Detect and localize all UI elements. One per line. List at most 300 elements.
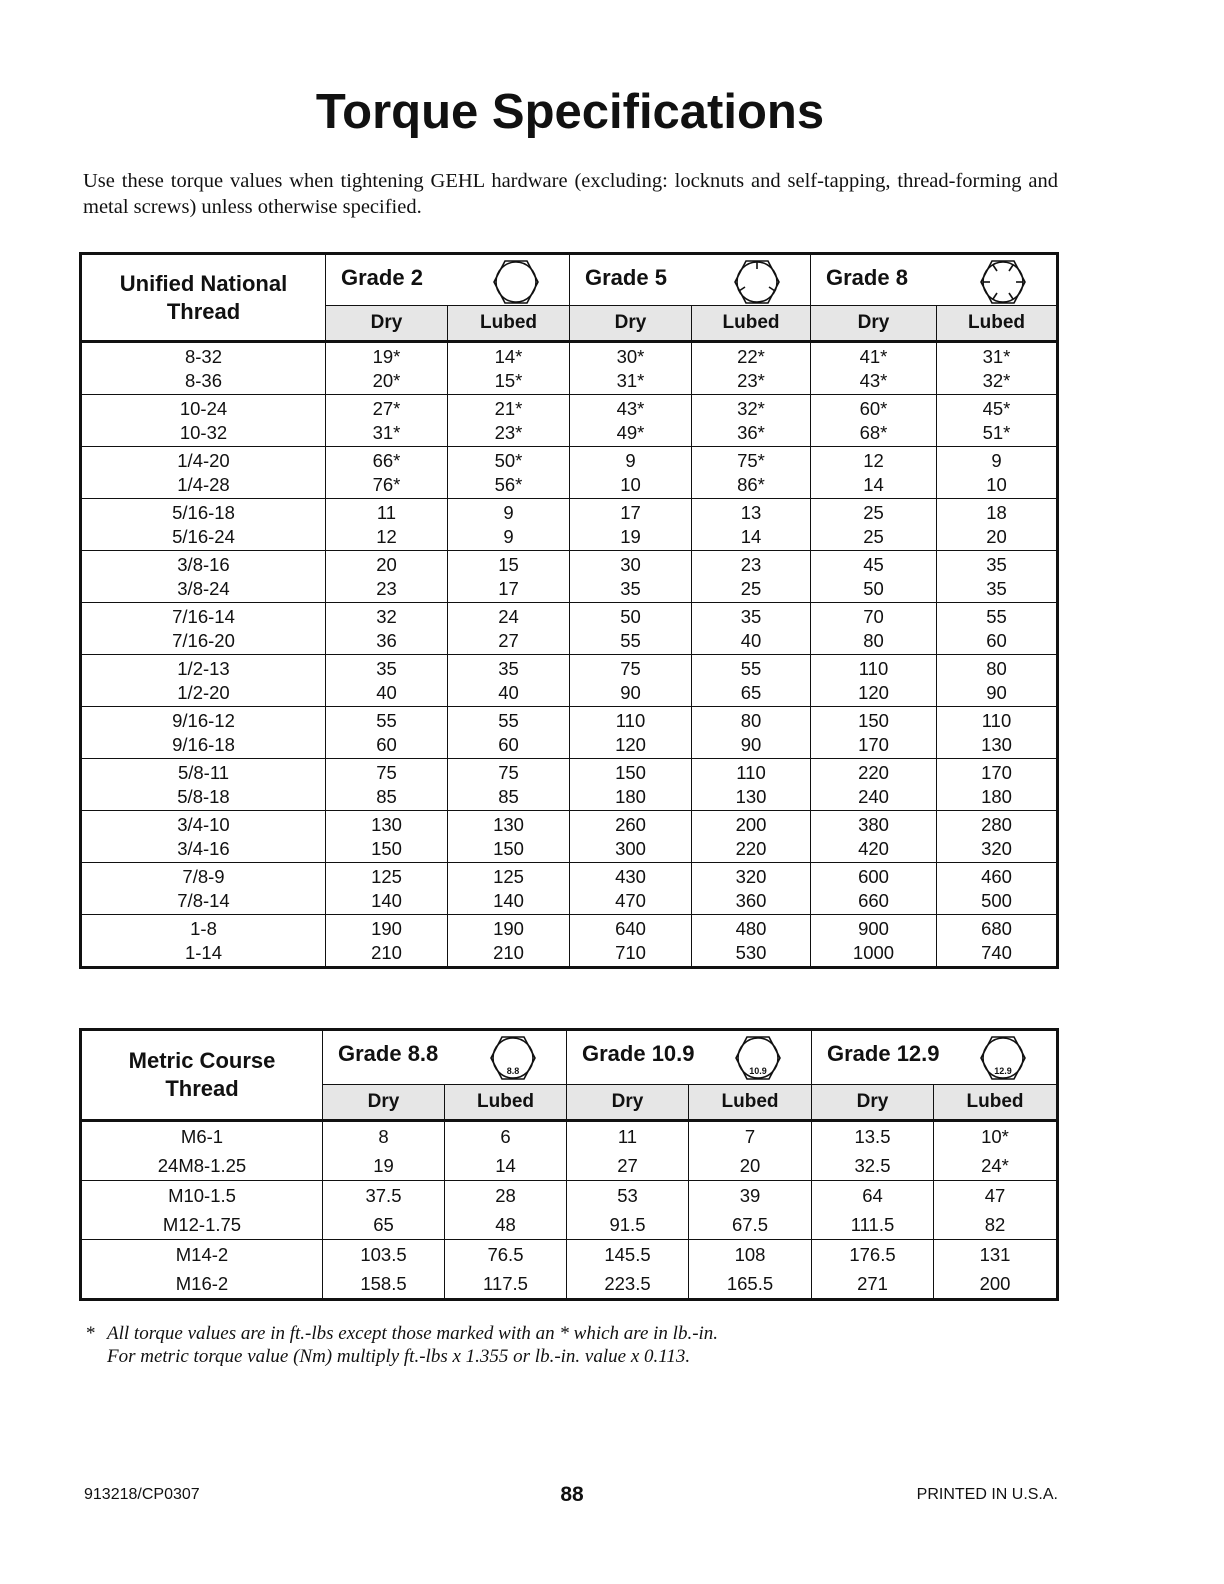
- torque-value: 9: [503, 525, 514, 547]
- table-row: [81, 1121, 1058, 1181]
- table-row: [81, 551, 1058, 603]
- torque-value-cell: [811, 499, 937, 551]
- torque-value: 75: [498, 762, 519, 783]
- torque-value: 470: [615, 889, 646, 911]
- thread-size: 7/8-14: [177, 889, 230, 911]
- table-row: [81, 759, 1058, 811]
- torque-value: 271: [857, 1273, 888, 1294]
- dry-column-header: Dry: [567, 1085, 689, 1121]
- torque-value: 66*: [372, 450, 401, 471]
- torque-value-cell: [326, 863, 448, 915]
- table-row: [81, 499, 1058, 551]
- torque-value: 460: [981, 866, 1012, 887]
- torque-value: 48: [495, 1214, 516, 1235]
- grade-header: [812, 1030, 1058, 1085]
- torque-value: 103.5: [360, 1244, 407, 1265]
- torque-value: 31*: [616, 369, 645, 391]
- torque-value-cell: [811, 863, 937, 915]
- torque-value: 300: [615, 837, 646, 859]
- torque-value: 27: [617, 1155, 638, 1176]
- footnote: [86, 1322, 718, 1368]
- torque-value-cell: [448, 499, 570, 551]
- torque-value: 23: [740, 554, 762, 575]
- torque-value: 9: [991, 450, 1002, 471]
- torque-value-cell: [689, 1121, 812, 1181]
- thread-size: 1/2-13: [177, 658, 230, 679]
- torque-value-cell: [448, 759, 570, 811]
- torque-value-cell: [326, 655, 448, 707]
- dry-column-header: Dry: [812, 1085, 934, 1121]
- torque-value: 76*: [372, 473, 401, 495]
- dry-column-header: Dry: [326, 306, 448, 342]
- torque-value: 190: [493, 918, 524, 939]
- torque-value-cell: [326, 759, 448, 811]
- torque-value: 240: [858, 785, 889, 807]
- torque-value: 45: [863, 554, 884, 575]
- torque-value: 19: [620, 525, 641, 547]
- thread-size: M6-1: [180, 1126, 224, 1147]
- torque-value: 31*: [372, 421, 401, 443]
- torque-value: 20: [986, 525, 1007, 547]
- torque-value-cell: [326, 342, 448, 395]
- torque-value: 55: [740, 658, 762, 679]
- torque-value: 40: [740, 629, 762, 651]
- torque-value-cell: [811, 811, 937, 863]
- torque-value-cell: [937, 395, 1058, 447]
- torque-value: 85: [376, 785, 397, 807]
- grade-label: Grade 10.9: [582, 1041, 695, 1066]
- torque-value: 86*: [737, 473, 765, 495]
- torque-value-cell: [811, 707, 937, 759]
- torque-value: 17: [498, 577, 519, 599]
- thread-size-cell: [81, 447, 326, 499]
- torque-value: 80: [986, 658, 1007, 679]
- footnote-line: All torque values are in ft.-lbs except those marked with an * which are in lb.-in.: [107, 1323, 719, 1344]
- torque-value-cell: [692, 499, 811, 551]
- torque-value-cell: [448, 655, 570, 707]
- torque-value: 55: [986, 606, 1007, 627]
- thread-size-cell: [81, 551, 326, 603]
- torque-value-cell: [812, 1121, 934, 1181]
- lubed-column-header: Lubed: [448, 306, 570, 342]
- torque-value-cell: [570, 447, 692, 499]
- torque-value-cell: [326, 499, 448, 551]
- table-row: [81, 707, 1058, 759]
- torque-value: 8: [378, 1126, 389, 1147]
- thread-size-cell: [81, 655, 326, 707]
- thread-header-line: Thread: [165, 1076, 239, 1101]
- torque-value: 13: [740, 502, 762, 523]
- grade-header: [570, 254, 811, 306]
- torque-value: 64: [862, 1185, 883, 1206]
- torque-value: 180: [981, 785, 1012, 807]
- torque-value: 22*: [737, 346, 765, 367]
- torque-value: 14*: [494, 346, 523, 367]
- torque-value-cell: [811, 551, 937, 603]
- torque-value: 39: [739, 1185, 761, 1206]
- torque-value-cell: [323, 1181, 445, 1240]
- torque-value-cell: [326, 603, 448, 655]
- torque-value: 50*: [494, 450, 523, 471]
- torque-value-cell: [570, 811, 692, 863]
- torque-value: 75: [376, 762, 397, 783]
- torque-value-cell: [937, 707, 1058, 759]
- thread-size: 8-36: [184, 369, 223, 391]
- torque-value: 19: [373, 1155, 394, 1176]
- torque-value: 190: [371, 918, 402, 939]
- torque-value-cell: [567, 1240, 689, 1300]
- grade-2-hex-bolt-head-icon: [491, 258, 541, 306]
- torque-value: 200: [735, 814, 767, 835]
- torque-value: 67.5: [731, 1214, 768, 1235]
- intro-paragraph: Use these torque values when tightening GEHL hardware (excluding: locknuts and self-tapping, thread-forming and metal screws) unless otherwise specified.: [83, 170, 1058, 218]
- torque-value: 150: [493, 837, 524, 859]
- lubed-column-header: Lubed: [445, 1085, 567, 1121]
- torque-value: 40: [498, 681, 519, 703]
- torque-value: 710: [615, 941, 646, 963]
- thread-size-cell: [81, 915, 326, 968]
- torque-value: 740: [981, 941, 1012, 963]
- torque-value: 6: [500, 1126, 511, 1147]
- thread-size: 5/8-11: [177, 762, 230, 783]
- torque-value: 150: [371, 837, 402, 859]
- torque-value-cell: [692, 811, 811, 863]
- torque-value-cell: [811, 603, 937, 655]
- grade-label: Grade 8: [826, 265, 908, 290]
- torque-value-cell: [937, 759, 1058, 811]
- torque-value: 150: [615, 762, 646, 783]
- thread-size-cell: [81, 342, 326, 395]
- torque-value-cell: [570, 395, 692, 447]
- torque-value: 19*: [372, 346, 401, 367]
- thread-size: 5/8-18: [177, 785, 230, 807]
- torque-value: 11: [617, 1126, 638, 1147]
- torque-value: 60: [986, 629, 1007, 651]
- torque-value: 14: [863, 473, 884, 495]
- thread-size-cell: [81, 863, 326, 915]
- torque-value: 530: [735, 941, 767, 963]
- torque-value: 90: [620, 681, 641, 703]
- torque-value: 75*: [737, 450, 765, 471]
- torque-value-cell: [570, 707, 692, 759]
- torque-value-cell: [692, 707, 811, 759]
- table-row: [81, 603, 1058, 655]
- torque-value: 600: [858, 866, 889, 887]
- thread-size: 1-8: [190, 918, 217, 939]
- torque-value: 176.5: [849, 1244, 896, 1265]
- torque-value: 158.5: [360, 1273, 407, 1294]
- printed-in-usa: PRINTED IN U.S.A.: [916, 1486, 1058, 1503]
- torque-value: 111.5: [850, 1214, 895, 1235]
- grade-label: Grade 2: [341, 265, 423, 290]
- torque-value-cell: [567, 1181, 689, 1240]
- torque-value: 43*: [616, 398, 645, 419]
- torque-value: 25: [863, 525, 884, 547]
- torque-value-cell: [692, 655, 811, 707]
- torque-value: 35: [740, 606, 762, 627]
- torque-value: 35: [620, 577, 641, 599]
- torque-value: 68*: [859, 421, 888, 443]
- thread-size: M14-2: [175, 1244, 229, 1265]
- torque-value: 320: [981, 837, 1012, 859]
- thread-size: 9/16-12: [172, 710, 235, 731]
- torque-value: 120: [615, 733, 646, 755]
- torque-value-cell: [692, 551, 811, 603]
- torque-value: 117.5: [483, 1273, 528, 1294]
- torque-value: 15*: [494, 369, 523, 391]
- torque-value: 12: [376, 525, 397, 547]
- table-row: [81, 395, 1058, 447]
- grade-header: [326, 254, 570, 306]
- thread-size: 1/4-28: [177, 473, 230, 495]
- thread-size: 1/4-20: [177, 450, 230, 471]
- torque-value: 75: [620, 658, 641, 679]
- torque-value: 14: [495, 1155, 516, 1176]
- thread-size-cell: [81, 759, 326, 811]
- thread-size-cell: [81, 603, 326, 655]
- torque-value-cell: [326, 395, 448, 447]
- torque-value: 37.5: [365, 1185, 402, 1206]
- torque-value: 31*: [982, 346, 1011, 367]
- torque-value: 9: [503, 502, 514, 523]
- thread-size: 5/16-18: [172, 502, 235, 523]
- footnote-line: For metric torque value (Nm) multiply ft.-lbs x 1.355 or lb.-in. value x 0.113.: [107, 1346, 691, 1367]
- torque-value-cell: [570, 915, 692, 968]
- torque-value-cell: [448, 342, 570, 395]
- torque-value: 35: [376, 658, 397, 679]
- torque-value: 900: [858, 918, 889, 939]
- torque-value-cell: [811, 447, 937, 499]
- torque-value: 140: [493, 889, 524, 911]
- torque-value: 20*: [372, 369, 401, 391]
- grade-mark: 10.9: [749, 1066, 767, 1076]
- table-row: [81, 863, 1058, 915]
- thread-size: 1-14: [184, 941, 223, 963]
- torque-value-cell: [445, 1121, 567, 1181]
- torque-value: 43*: [859, 369, 888, 391]
- torque-value: 170: [858, 733, 889, 755]
- torque-value-cell: [326, 551, 448, 603]
- torque-value-cell: [937, 603, 1058, 655]
- torque-value: 21*: [494, 398, 523, 419]
- thread-size: 5/16-24: [172, 525, 235, 547]
- torque-value-cell: [692, 863, 811, 915]
- torque-value-cell: [567, 1121, 689, 1181]
- dry-column-header: Dry: [811, 306, 937, 342]
- torque-value: 60*: [859, 398, 888, 419]
- torque-value: 24: [498, 606, 519, 627]
- torque-value: 12: [863, 450, 884, 471]
- torque-value-cell: [692, 447, 811, 499]
- torque-value-cell: [692, 759, 811, 811]
- torque-value: 130: [735, 785, 767, 807]
- torque-value: 28: [495, 1185, 516, 1206]
- torque-value-cell: [937, 551, 1058, 603]
- thread-size: 10-24: [179, 398, 228, 419]
- torque-value: 50: [620, 606, 641, 627]
- thread-column-header: [81, 1030, 323, 1121]
- torque-value: 110: [736, 762, 766, 783]
- grade-8-hex-bolt-head-icon: [978, 258, 1028, 306]
- torque-value: 82: [984, 1214, 1006, 1235]
- torque-value: 60: [376, 733, 397, 755]
- thread-size: 9/16-18: [172, 733, 235, 755]
- torque-value-cell: [811, 395, 937, 447]
- torque-value: 660: [858, 889, 889, 911]
- torque-value-cell: [570, 759, 692, 811]
- thread-size: 24M8-1.25: [157, 1155, 247, 1176]
- torque-value: 56*: [494, 473, 523, 495]
- torque-value-cell: [448, 863, 570, 915]
- torque-value-cell: [445, 1240, 567, 1300]
- thread-size-cell: [81, 395, 326, 447]
- torque-value: 35: [986, 554, 1007, 575]
- torque-value: 30: [620, 554, 641, 575]
- thread-size: 3/8-24: [177, 577, 230, 599]
- grade-mark: 12.9: [994, 1066, 1012, 1076]
- thread-size: M16-2: [175, 1273, 229, 1294]
- torque-value-cell: [448, 447, 570, 499]
- torque-value: 260: [615, 814, 646, 835]
- torque-value: 27: [498, 629, 519, 651]
- torque-value: 9: [625, 450, 636, 471]
- torque-value: 420: [858, 837, 889, 859]
- torque-value-cell: [448, 551, 570, 603]
- torque-value: 45*: [982, 398, 1011, 419]
- torque-value-cell: [448, 915, 570, 968]
- torque-value: 108: [734, 1244, 766, 1265]
- thread-size-cell: [81, 811, 326, 863]
- thread-size-cell: [81, 1181, 323, 1240]
- torque-value: 110: [615, 710, 646, 731]
- grade-header: [567, 1030, 812, 1085]
- torque-value-cell: [448, 603, 570, 655]
- torque-value-cell: [692, 342, 811, 395]
- lubed-column-header: Lubed: [689, 1085, 812, 1121]
- torque-value-cell: [692, 603, 811, 655]
- torque-value: 47: [984, 1185, 1006, 1206]
- lubed-column-header: Lubed: [934, 1085, 1058, 1121]
- torque-value: 65: [740, 681, 762, 703]
- thread-size-cell: [81, 1121, 323, 1181]
- lubed-column-header: Lubed: [937, 306, 1058, 342]
- torque-value: 65: [373, 1214, 394, 1235]
- thread-size: M12-1.75: [162, 1214, 242, 1235]
- torque-value: 32*: [982, 369, 1011, 391]
- thread-column-header: [81, 254, 326, 342]
- thread-header-line: Thread: [166, 298, 241, 324]
- torque-value-cell: [937, 915, 1058, 968]
- grade-5-hex-bolt-head-icon: [732, 258, 782, 306]
- torque-value: 130: [981, 733, 1012, 755]
- torque-value-cell: [689, 1181, 812, 1240]
- torque-value: 640: [615, 918, 646, 939]
- torque-value-cell: [323, 1121, 445, 1181]
- torque-value: 30*: [616, 346, 645, 367]
- torque-value: 125: [493, 866, 524, 887]
- table-row: [81, 342, 1058, 395]
- torque-value: 23*: [737, 369, 765, 391]
- table-row: [81, 447, 1058, 499]
- torque-value-cell: [692, 915, 811, 968]
- torque-value: 680: [981, 918, 1012, 939]
- torque-value: 150: [858, 710, 889, 731]
- torque-value: 7: [744, 1126, 756, 1147]
- thread-size: 1/2-20: [177, 681, 230, 703]
- thread-size: 3/4-10: [177, 814, 230, 835]
- torque-value: 23*: [494, 421, 523, 443]
- torque-value: 10*: [981, 1126, 1009, 1147]
- torque-value: 90: [740, 733, 762, 755]
- torque-value-cell: [811, 915, 937, 968]
- torque-value: 55: [376, 710, 397, 731]
- torque-value: 20: [739, 1155, 761, 1176]
- torque-value: 360: [735, 889, 767, 911]
- torque-value: 223.5: [604, 1273, 651, 1294]
- torque-value: 36: [376, 629, 397, 651]
- torque-value: 36*: [737, 421, 765, 443]
- torque-value: 130: [493, 814, 524, 835]
- torque-value: 35: [986, 577, 1007, 599]
- torque-value-cell: [323, 1240, 445, 1300]
- torque-value: 280: [981, 814, 1012, 835]
- dry-column-header: Dry: [570, 306, 692, 342]
- torque-value: 220: [858, 762, 889, 783]
- thread-header-line: Metric Course: [128, 1048, 276, 1073]
- torque-value-cell: [570, 499, 692, 551]
- torque-value: 24*: [981, 1155, 1009, 1176]
- torque-value-cell: [934, 1240, 1058, 1300]
- grade-12-9-hex-bolt-head-icon: [978, 1034, 1028, 1082]
- torque-value: 80: [863, 629, 884, 651]
- torque-value: 55: [620, 629, 641, 651]
- metric-torque-table: [79, 1028, 1059, 1301]
- dry-column-header: Dry: [323, 1085, 445, 1121]
- torque-value: 91.5: [609, 1214, 646, 1235]
- torque-value: 32.5: [854, 1155, 891, 1176]
- torque-value-cell: [937, 655, 1058, 707]
- thread-size: M10-1.5: [168, 1185, 236, 1206]
- torque-value: 76.5: [487, 1244, 524, 1265]
- thread-size-cell: [81, 1240, 323, 1300]
- footnote-marker: *: [86, 1323, 96, 1344]
- table-row: [81, 655, 1058, 707]
- torque-value: 200: [979, 1273, 1011, 1294]
- torque-value: 430: [615, 866, 646, 887]
- torque-value-cell: [448, 707, 570, 759]
- thread-size: 7/16-14: [172, 606, 235, 627]
- torque-value: 50: [863, 577, 884, 599]
- torque-value: 145.5: [604, 1244, 651, 1265]
- torque-value: 180: [615, 785, 646, 807]
- torque-value: 18: [986, 502, 1007, 523]
- torque-value: 210: [493, 941, 524, 963]
- torque-value-cell: [811, 655, 937, 707]
- torque-value: 13.5: [854, 1126, 891, 1147]
- torque-value: 10: [986, 473, 1007, 495]
- torque-value: 23: [376, 577, 397, 599]
- torque-value: 120: [858, 681, 889, 703]
- torque-value-cell: [326, 447, 448, 499]
- thread-size-cell: [81, 707, 326, 759]
- thread-size: 10-32: [179, 421, 228, 443]
- torque-value: 17: [620, 502, 641, 523]
- torque-value: 70: [863, 606, 884, 627]
- torque-value: 125: [371, 866, 402, 887]
- torque-value: 130: [371, 814, 402, 835]
- table-row: [81, 915, 1058, 968]
- torque-value: 90: [986, 681, 1007, 703]
